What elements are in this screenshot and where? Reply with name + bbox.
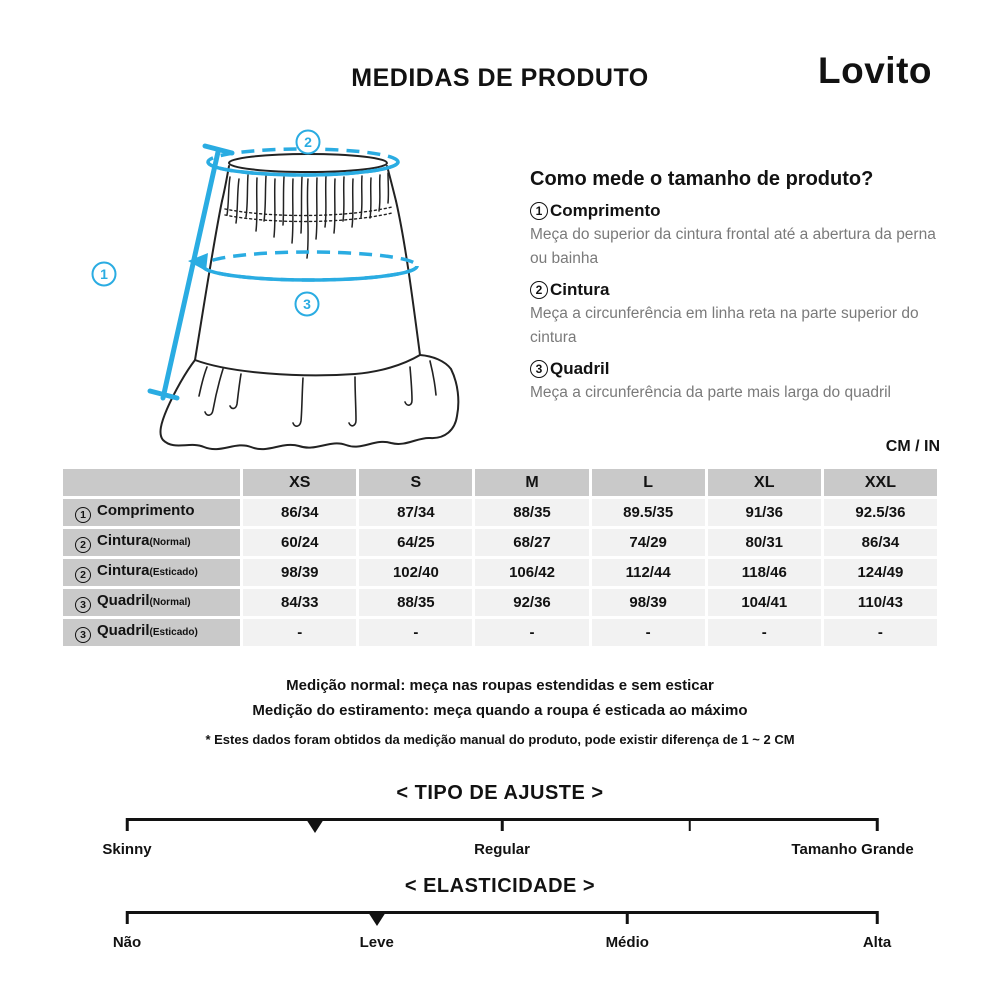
guide-item-desc: Meça a circunferência da parte mais larga do quadril bbox=[530, 384, 891, 402]
guide-item bbox=[530, 280, 942, 350]
size-value-cell: - bbox=[243, 619, 356, 646]
elasticity-scale-track bbox=[127, 911, 877, 928]
scale-tick bbox=[626, 911, 629, 924]
circled-number-1: 1 bbox=[530, 202, 548, 220]
size-value-cell: 89.5/35 bbox=[592, 499, 705, 526]
circled-number: 2 bbox=[75, 567, 91, 583]
row-label-sub: (Esticado) bbox=[149, 567, 198, 578]
size-value-cell: - bbox=[824, 619, 937, 646]
size-value-cell: 106/42 bbox=[475, 559, 588, 586]
size-value-cell: 84/33 bbox=[243, 589, 356, 616]
scale-tick bbox=[876, 818, 879, 831]
row-label bbox=[63, 559, 240, 586]
svg-text:2: 2 bbox=[304, 134, 312, 150]
size-value-cell: - bbox=[359, 619, 472, 646]
row-label-sub: (Normal) bbox=[149, 537, 191, 548]
size-value-cell: 86/34 bbox=[824, 529, 937, 556]
guide-heading: Como mede o tamanho de produto? bbox=[530, 168, 874, 190]
skirt-illustration bbox=[55, 115, 525, 465]
size-value-cell: 87/34 bbox=[359, 499, 472, 526]
size-value-cell: 98/39 bbox=[592, 589, 705, 616]
size-column-header: XL bbox=[708, 469, 821, 496]
annotation-circle-2 bbox=[297, 131, 320, 154]
table-corner-cell bbox=[63, 469, 240, 496]
scale-label: Skinny bbox=[102, 841, 152, 858]
row-label bbox=[63, 529, 240, 556]
size-value-cell: 91/36 bbox=[708, 499, 821, 526]
scale-tick bbox=[688, 818, 691, 831]
elasticity-scale-labels bbox=[112, 934, 892, 956]
guide-item-desc: Meça do superior da cintura frontal até a abertura da perna ou bainha bbox=[530, 226, 936, 268]
circled-number: 3 bbox=[75, 597, 91, 613]
elasticity-scale-title: < ELASTICIDADE > bbox=[404, 875, 596, 897]
size-value-cell: 112/44 bbox=[592, 559, 705, 586]
size-value-cell: 118/46 bbox=[708, 559, 821, 586]
table-row bbox=[63, 499, 937, 526]
scale-tick bbox=[876, 911, 879, 924]
scale-tick bbox=[126, 911, 129, 924]
measurement-notes bbox=[0, 676, 1000, 747]
scale-marker-triangle bbox=[368, 912, 386, 926]
guide-item-label: Cintura bbox=[550, 280, 610, 300]
row-label-sub: (Esticado) bbox=[149, 627, 198, 638]
size-table bbox=[60, 466, 940, 649]
size-value-cell: - bbox=[592, 619, 705, 646]
page-title: MEDIDAS DE PRODUTO bbox=[351, 64, 649, 92]
scale-label: Médio bbox=[605, 934, 649, 951]
brand-logo: Lovito bbox=[818, 50, 932, 91]
row-label bbox=[63, 589, 240, 616]
elasticity-scale bbox=[0, 875, 1000, 956]
table-row bbox=[63, 589, 937, 616]
size-value-cell: 80/31 bbox=[708, 529, 821, 556]
size-value-cell: 98/39 bbox=[243, 559, 356, 586]
fit-scale-track bbox=[127, 818, 877, 835]
size-value-cell: 110/43 bbox=[824, 589, 937, 616]
guide-item-desc: Meça a circunferência em linha reta na parte superior do cintura bbox=[530, 305, 919, 347]
scale-label: Regular bbox=[474, 841, 530, 858]
row-label-text: Comprimento bbox=[97, 502, 195, 519]
table-row bbox=[63, 559, 937, 586]
size-value-cell: 92/36 bbox=[475, 589, 588, 616]
size-column-header: M bbox=[475, 469, 588, 496]
units-label: CM / IN bbox=[885, 438, 940, 455]
size-value-cell: - bbox=[475, 619, 588, 646]
size-column-header: S bbox=[359, 469, 472, 496]
scale-tick bbox=[126, 818, 129, 831]
annotation-circle-1 bbox=[93, 263, 116, 286]
fit-type-scale bbox=[0, 782, 1000, 863]
svg-text:3: 3 bbox=[303, 296, 311, 312]
table-row bbox=[63, 619, 937, 646]
size-value-cell: 86/34 bbox=[243, 499, 356, 526]
scale-marker-triangle bbox=[306, 819, 324, 833]
scale-label: Leve bbox=[359, 934, 394, 951]
scale-label: Alta bbox=[862, 934, 892, 951]
row-label-text: Cintura bbox=[97, 532, 150, 549]
note-disclaimer: * Estes dados foram obtidos da medição manual do produto, pode existir diferença de 1 ~ 2 CM bbox=[205, 732, 795, 747]
size-value-cell: 92.5/36 bbox=[824, 499, 937, 526]
fit-scale-title: < TIPO DE AJUSTE > bbox=[396, 782, 604, 804]
circled-number-2: 2 bbox=[530, 281, 548, 299]
row-label-sub: (Normal) bbox=[149, 597, 191, 608]
size-value-cell: 64/25 bbox=[359, 529, 472, 556]
guide-item bbox=[530, 201, 942, 271]
size-value-cell: 74/29 bbox=[592, 529, 705, 556]
size-value-cell: 88/35 bbox=[359, 589, 472, 616]
annotation-circle-3 bbox=[296, 293, 319, 316]
size-value-cell: 60/24 bbox=[243, 529, 356, 556]
size-column-header: L bbox=[592, 469, 705, 496]
scale-label: Não bbox=[112, 934, 142, 951]
size-value-cell: 88/35 bbox=[475, 499, 588, 526]
fit-scale-labels bbox=[102, 841, 914, 863]
table-row bbox=[63, 529, 937, 556]
measurement-guide bbox=[530, 168, 942, 405]
circled-number-3: 3 bbox=[530, 360, 548, 378]
scale-line bbox=[127, 911, 877, 914]
size-column-header: XS bbox=[243, 469, 356, 496]
row-label bbox=[63, 619, 240, 646]
size-value-cell: - bbox=[708, 619, 821, 646]
guide-item bbox=[530, 359, 942, 405]
svg-text:1: 1 bbox=[100, 266, 108, 282]
note-stretch: Medição do estiramento: meça quando a roupa é esticada ao máximo bbox=[252, 702, 748, 719]
size-column-header: XXL bbox=[824, 469, 937, 496]
row-label-text: Quadril bbox=[97, 622, 150, 639]
guide-item-label: Comprimento bbox=[550, 201, 661, 220]
scale-label: Tamanho Grande bbox=[791, 841, 914, 858]
size-value-cell: 124/49 bbox=[824, 559, 937, 586]
table-header-row bbox=[63, 469, 937, 496]
row-label-text: Quadril bbox=[97, 592, 150, 609]
note-normal: Medição normal: meça nas roupas estendidas e sem esticar bbox=[286, 677, 714, 694]
row-label bbox=[63, 499, 240, 526]
size-value-cell: 102/40 bbox=[359, 559, 472, 586]
size-value-cell: 104/41 bbox=[708, 589, 821, 616]
guide-item-label: Quadril bbox=[550, 359, 610, 379]
scale-tick bbox=[501, 818, 504, 831]
circled-number: 2 bbox=[75, 537, 91, 553]
circled-number: 3 bbox=[75, 627, 91, 643]
row-label-text: Cintura bbox=[97, 562, 150, 579]
size-value-cell: 68/27 bbox=[475, 529, 588, 556]
circled-number: 1 bbox=[75, 507, 91, 523]
